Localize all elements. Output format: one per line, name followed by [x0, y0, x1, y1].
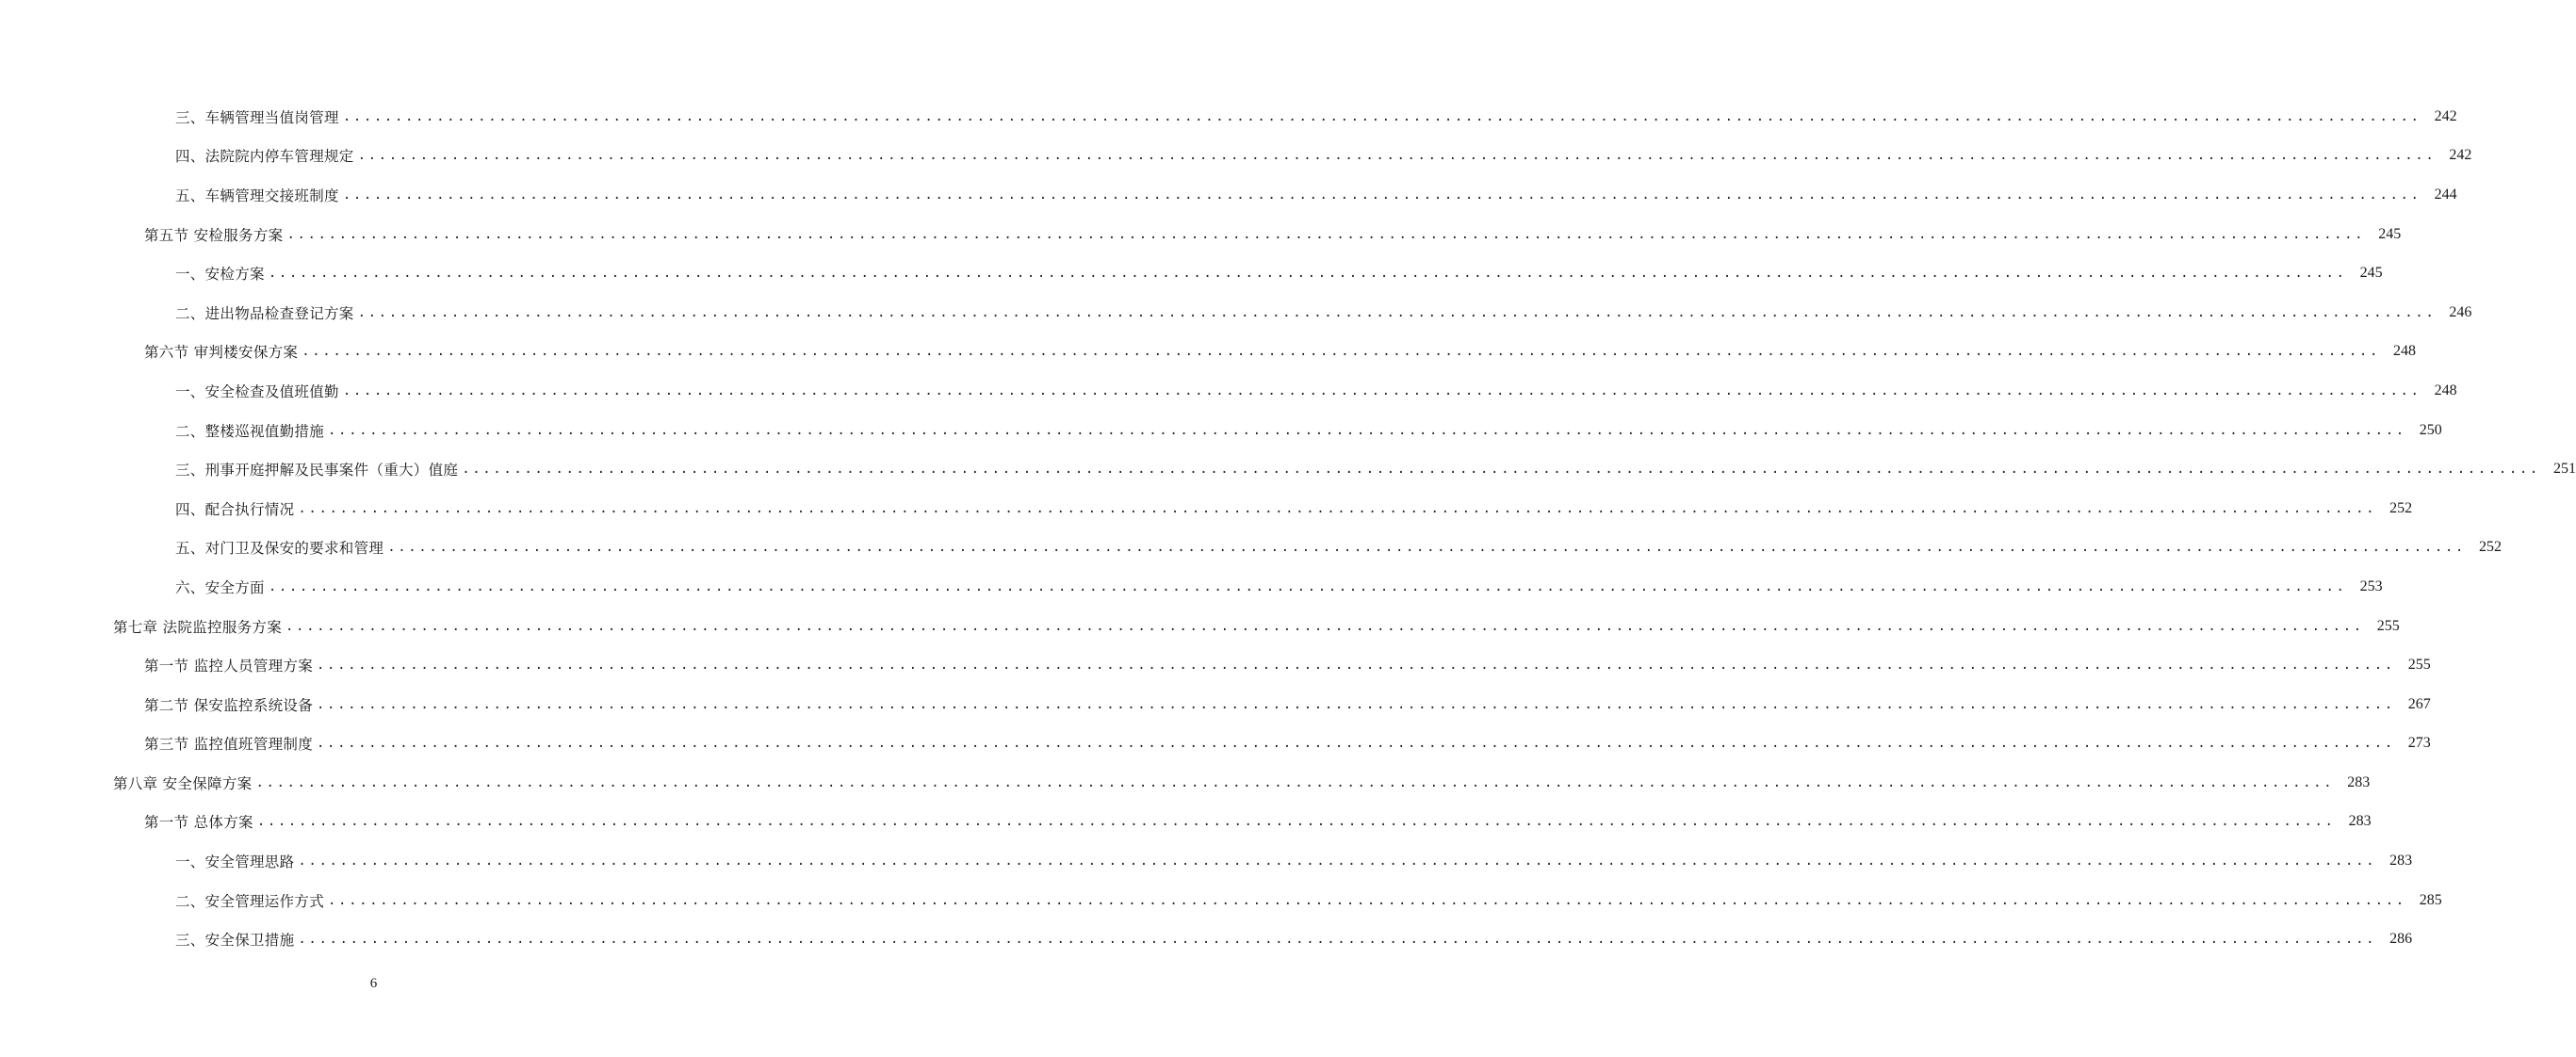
- toc-entry-page: 245: [2359, 265, 2383, 282]
- toc-dot-leader: ........................................................................................................................................................................................................: [317, 658, 2395, 674]
- toc-dot-leader: ........................................................................................................................................................................................................: [328, 892, 2406, 908]
- toc-dot-leader: ........................................................................................................................................................................................................: [256, 814, 2336, 830]
- toc-entry[interactable]: [0, 763, 2371, 803]
- toc-entry-title: 第三节 监控值班管理制度: [144, 736, 314, 754]
- toc-entry[interactable]: [0, 645, 2431, 685]
- toc-entry-page: 283: [2389, 853, 2413, 870]
- toc-entry[interactable]: [0, 333, 2416, 372]
- toc-entry-page: 248: [2392, 343, 2416, 360]
- toc-entry[interactable]: [0, 411, 2442, 450]
- toc-entry-title: 二、进出物品检查登记方案: [175, 304, 354, 322]
- toc-entry[interactable]: [0, 97, 2457, 137]
- toc-entry-title: 第五节 安检服务方案: [144, 226, 284, 244]
- toc-entry-page: 267: [2407, 695, 2431, 712]
- toc-entry[interactable]: [0, 215, 2402, 254]
- toc-dot-leader: ........................................................................................................................................................................................................: [328, 422, 2406, 438]
- toc-entry[interactable]: [0, 449, 2576, 489]
- toc-dot-leader: ........................................................................................................................................................................................................: [357, 148, 2437, 164]
- toc-entry-page: 245: [2378, 225, 2402, 242]
- toc-entry-title: 二、整楼巡视值勤措施: [175, 422, 325, 440]
- toc-entry-title: 四、配合执行情况: [175, 500, 295, 518]
- toc-dot-leader: ........................................................................................................................................................................................................: [268, 578, 2347, 594]
- toc-entry-page: 244: [2434, 186, 2457, 203]
- toc-entry[interactable]: [0, 253, 2383, 293]
- toc-entry-page: 255: [2407, 657, 2431, 674]
- toc-dot-leader: ........................................................................................................................................................................................................: [342, 382, 2421, 398]
- toc-entry-title: 四、法院院内停车管理规定: [175, 148, 354, 166]
- toc-dot-leader: ........................................................................................................................................................................................................: [342, 108, 2421, 124]
- toc-entry-title: 三、安全保卫措施: [175, 932, 295, 950]
- toc-entry[interactable]: [0, 724, 2431, 764]
- toc-entry[interactable]: [0, 528, 2502, 568]
- toc-dot-leader: ........................................................................................................................................................................................................: [286, 226, 2366, 242]
- toc-entry[interactable]: [0, 567, 2383, 607]
- toc-entry[interactable]: [0, 607, 2400, 646]
- toc-entry-page: 252: [2389, 499, 2413, 516]
- toc-entry[interactable]: [0, 489, 2413, 528]
- toc-entry-page: 283: [2347, 773, 2371, 790]
- toc-entry-title: 第一节 总体方案: [144, 814, 253, 832]
- toc-entry-title: 第一节 监控人员管理方案: [144, 658, 314, 675]
- toc-entry[interactable]: [0, 293, 2472, 333]
- toc-entry-page: 273: [2407, 735, 2431, 752]
- table-of-contents: [0, 97, 2576, 959]
- toc-entry-title: 二、安全管理运作方式: [175, 892, 325, 910]
- toc-dot-leader: ........................................................................................................................................................................................................: [298, 854, 2377, 870]
- toc-dot-leader: ........................................................................................................................................................................................................: [462, 462, 2540, 478]
- toc-entry-title: 五、对门卫及保安的要求和管理: [175, 540, 384, 558]
- toc-entry[interactable]: [0, 685, 2431, 724]
- toc-entry-page: 286: [2389, 931, 2413, 948]
- toc-dot-leader: ........................................................................................................................................................................................................: [285, 618, 2364, 634]
- toc-entry-title: 第七章 法院监控服务方案: [113, 618, 283, 636]
- toc-entry-page: 252: [2478, 539, 2502, 556]
- toc-entry-page: 246: [2449, 303, 2472, 320]
- toc-dot-leader: ........................................................................................................................................................................................................: [317, 736, 2395, 752]
- toc-entry[interactable]: [0, 371, 2457, 411]
- toc-entry-page: 242: [2434, 107, 2457, 124]
- toc-entry-title: 三、车辆管理当值岗管理: [175, 108, 339, 126]
- toc-entry-title: 第六节 审判楼安保方案: [144, 344, 299, 362]
- toc-entry[interactable]: [0, 137, 2472, 176]
- toc-entry-title: 第八章 安全保障方案: [113, 774, 253, 792]
- toc-entry[interactable]: [0, 919, 2413, 959]
- toc-entry-page: 255: [2376, 617, 2400, 634]
- toc-entry-page: 283: [2348, 813, 2372, 830]
- toc-entry[interactable]: [0, 803, 2372, 842]
- toc-dot-leader: ........................................................................................................................................................................................................: [387, 540, 2466, 556]
- toc-entry-title: 六、安全方面: [175, 578, 265, 596]
- toc-dot-leader: ........................................................................................................................................................................................................: [298, 932, 2377, 948]
- toc-entry-title: 一、安全管理思路: [175, 854, 295, 871]
- toc-entry-title: 三、刑事开庭押解及民事案件（重大）值庭: [175, 462, 459, 480]
- toc-entry-title: 一、安全检查及值班值勤: [175, 382, 339, 400]
- toc-entry-page: 248: [2434, 382, 2457, 398]
- toc-entry-page: 242: [2449, 147, 2472, 164]
- toc-dot-leader: ........................................................................................................................................................................................................: [302, 344, 2380, 360]
- toc-dot-leader: ........................................................................................................................................................................................................: [298, 500, 2377, 516]
- toc-entry-page: 285: [2419, 891, 2442, 908]
- toc-entry-page: 251: [2552, 461, 2576, 478]
- toc-entry-title: 五、车辆管理交接班制度: [175, 187, 339, 204]
- toc-entry[interactable]: [0, 175, 2457, 215]
- toc-entry-page: 253: [2359, 577, 2383, 594]
- toc-entry-title: 一、安检方案: [175, 266, 265, 284]
- toc-dot-leader: ........................................................................................................................................................................................................: [317, 696, 2395, 712]
- toc-dot-leader: ........................................................................................................................................................................................................: [342, 187, 2421, 203]
- toc-entry[interactable]: [0, 841, 2413, 881]
- toc-dot-leader: ........................................................................................................................................................................................................: [268, 266, 2347, 282]
- toc-entry-title: 第二节 保安监控系统设备: [144, 696, 314, 714]
- toc-entry-page: 250: [2419, 421, 2442, 438]
- toc-entry[interactable]: [0, 881, 2442, 920]
- page-number: 6: [369, 976, 378, 991]
- toc-dot-leader: ........................................................................................................................................................................................................: [255, 774, 2335, 790]
- toc-dot-leader: ........................................................................................................................................................................................................: [357, 304, 2437, 320]
